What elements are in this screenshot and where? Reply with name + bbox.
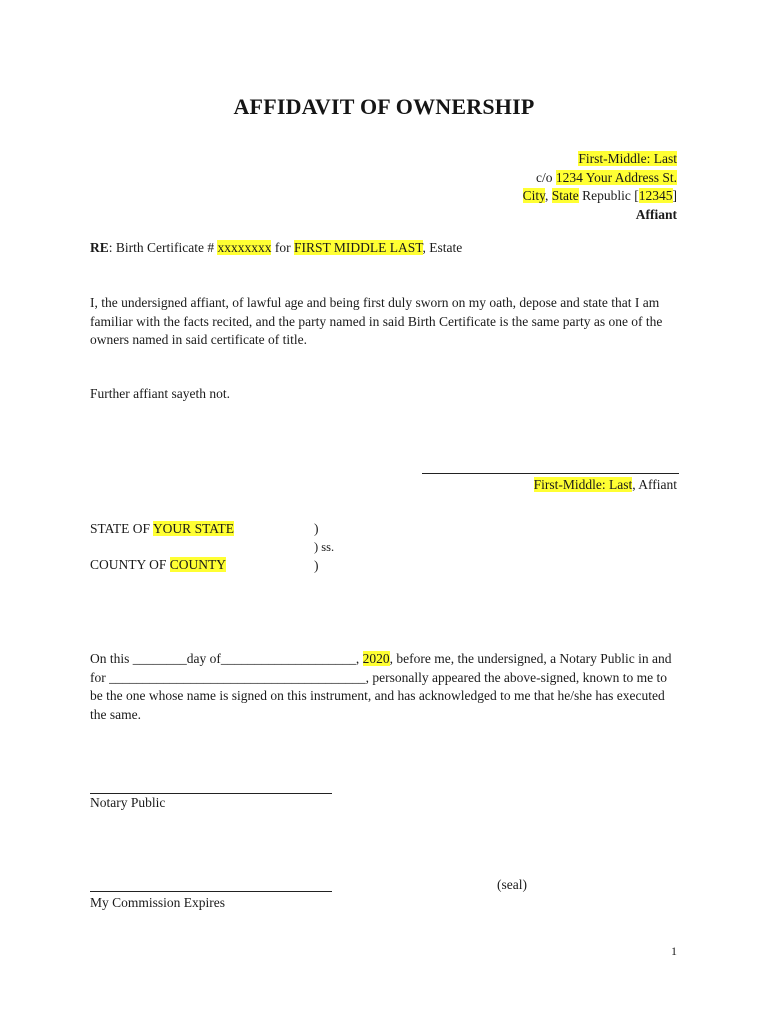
venue-paren-3: ): [314, 558, 319, 573]
commission-label: My Commission Expires: [90, 895, 226, 910]
re-text-3: , Estate: [422, 240, 463, 255]
venue-paren-1: ): [314, 521, 319, 536]
affiant-signature-line: [422, 473, 679, 474]
republic-text: Republic [: [582, 188, 639, 203]
re-label: RE: [90, 240, 109, 255]
affiant-address-line: [523, 169, 677, 188]
state-label: STATE OF: [90, 521, 153, 536]
commission-line: [90, 891, 332, 892]
notary-text-1: On this ________day of____________________,: [90, 651, 363, 666]
city: City: [522, 188, 545, 203]
county-value: COUNTY: [169, 557, 227, 572]
closing-statement: Further affiant sayeth not.: [90, 386, 230, 401]
signature-suffix: , Affiant: [632, 477, 677, 492]
notary-text-2: , before me, the undersigned, a Notary Public in and for ______________________________________, personally appeared the above-signed, known to me to be the one whose name is signed on this instrument, and has acknowledged to me that he/she has executed the same.: [90, 651, 672, 722]
county-label: COUNTY OF: [90, 557, 170, 572]
state-venue: [90, 521, 234, 537]
affiant-address-block: [523, 150, 677, 224]
care-of-prefix: c/o: [535, 169, 553, 185]
affidavit-paragraph: I, the undersigned affiant, of lawful age and being first duly sworn on my oath, depose and state that I am familiar with the facts recited, and the party named in said Birth Certificate is the same party as one of the owners named in said certificate of title.: [90, 295, 663, 347]
state-value: YOUR STATE: [152, 521, 234, 536]
re-line: [90, 240, 462, 256]
signature-name: First-Middle: Last: [533, 477, 633, 492]
affiant-name-line: [523, 150, 677, 169]
county-venue: [90, 557, 226, 573]
affiant-name: First-Middle: Last: [578, 151, 677, 166]
affiant-role: Affiant: [635, 206, 677, 222]
notary-signature-line: [90, 793, 332, 794]
seal-label: (seal): [497, 877, 527, 892]
affiant-city-line: [523, 187, 677, 206]
re-text-1: : Birth Certificate #: [108, 240, 218, 255]
state: State: [551, 188, 579, 203]
zip-close: ]: [672, 188, 677, 203]
document-title: AFFIDAVIT OF OWNERSHIP: [233, 94, 535, 119]
notary-public-label: Notary Public: [90, 795, 166, 810]
venue-paren-ss: ) ss.: [314, 540, 335, 554]
notary-paragraph: [90, 650, 675, 724]
re-text-2: for: [271, 240, 294, 255]
zip-code: 12345: [638, 188, 673, 203]
city-separator: ,: [545, 188, 549, 203]
person-name: FIRST MIDDLE LAST: [293, 240, 423, 255]
street-address: 1234 Your Address St.: [555, 169, 677, 185]
year: 2020: [362, 651, 390, 666]
page-number: 1: [671, 944, 677, 958]
certificate-number: xxxxxxxx: [217, 240, 272, 255]
affiant-signature-caption: [534, 477, 677, 493]
